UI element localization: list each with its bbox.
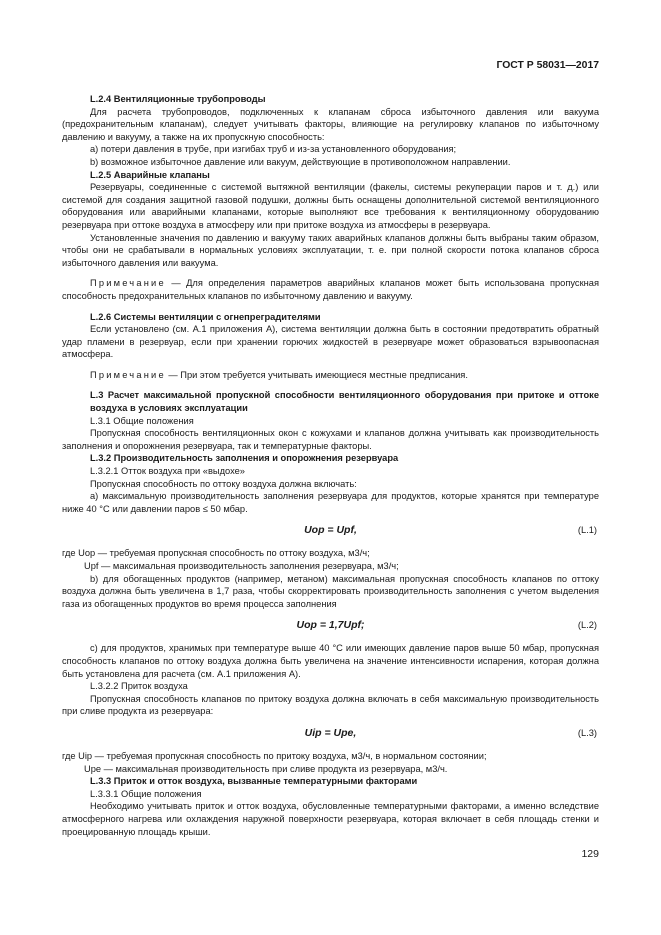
section-heading: L.3 Расчет максимальной пропускной способности вентиляционного оборудования при притоке и оттоке воздуха в условиях эксплуатации [90, 390, 599, 414]
paragraph: Для расчета трубопроводов, подключенных к клапанам сброса избыточного давления или вакуума (предохранительным клапанам), следует учитывать факторы, влияющие на регулировку клапанов по избыточному давлению и вакууму, а также на их пропускную способность: [62, 106, 599, 142]
paragraph: L.3.2.2 Приток воздуха [90, 681, 188, 692]
note-text: — При этом требуется учитывать имеющиеся местные предписания. [165, 369, 468, 380]
paragraph: b) для обогащенных продуктов (например, метаном) максимальная пропускная способность клапанов по оттоку воздуха должна быть увеличена в 1,7 раза, чтобы скорректировать производительность заполнения с учетом выделения газа из обогащенных продуктов во время процесса заполнения [62, 573, 599, 609]
section-heading: L.2.6 Системы вентиляции с огнепреградителями [90, 311, 321, 322]
formula-expression: Uop = Upf, [304, 524, 357, 537]
page-number: 129 [581, 848, 599, 860]
paragraph: Установленные значения по давлению и вакууму таких аварийных клапанов должны быть выбраны таким образом, чтобы они не срабатывали в нормальных условиях эксплуатации, т. е. при полной скорости потока клапанов сброса избыточного давления или вакуума. [62, 232, 599, 268]
paragraph: Резервуары, соединенные с системой вытяжной вентиляции (факелы, системы рекуперации паров и т. д.) или системой для создания защитной газовой подушки, должны быть оснащены дополнительной системой вентиляционного оборудования или аварийными клапанами, которые выполняют все требования к вентиляционному оборудованию резервуара при оттоке воздуха в атмосферу или при притоке воздуха из атмосферы в резервуара. [62, 182, 599, 230]
formula-legend: Upe — максимальная производительность при сливе продукта из резервуара, м3/ч. [84, 763, 448, 774]
page-content [62, 93, 599, 838]
paragraph: L.3.3.1 Общие положения [90, 788, 202, 799]
paragraph: b) возможное избыточное давление или вакуум, действующие в противоположном направлении. [90, 156, 511, 167]
note-label: Примечание [90, 369, 166, 380]
note-label: Примечание [90, 278, 166, 289]
formula-number: (L.3) [577, 727, 597, 738]
formula-legend: где Uip — требуемая пропускная способность по притоку воздуха, м3/ч, в нормальном состоянии; [62, 750, 487, 761]
page-header: ГОСТ Р 58031—2017 [496, 60, 599, 71]
formula-expression: Uop = 1,7Upf; [296, 619, 365, 632]
formula [62, 722, 599, 746]
section-heading: L.2.4 Вентиляционные трубопроводы [90, 94, 266, 104]
paragraph: a) максимальную производительность заполнения резервуара для продуктов, которые хранятся при температуре ниже 40 °С или давлении паров ≤ 50 мбар. [62, 491, 599, 514]
formula-legend: Upf — максимальная производительность заполнения резервуара, м3/ч; [84, 561, 399, 571]
paragraph: L.3.1 Общие положения [90, 415, 194, 426]
paragraph: Пропускная способность вентиляционных окон с кожухами и клапанов должна учитывать как производительность заполнения и опорожнения резервуара, так и температурные факторы. [62, 428, 599, 451]
note-text: — Для определения параметров аварийных клапанов может быть использована пропускная способность предохранительных клапанов по избыточному давлению и вакууму. [62, 278, 599, 301]
formula-legend: где Uop — требуемая пропускная способность по оттоку воздуха, м3/ч; [62, 548, 370, 559]
formula-expression: Uip = Upe, [304, 726, 357, 739]
formula-number: (L.2) [577, 620, 597, 631]
paragraph: Необходимо учитывать приток и отток воздуха, обусловленные температурными факторами, а именно вследствие атмосферного нагрева или охлаждения наружной поверхности резервуара, которая включает в себя площадь стенки и проецированную площадь крыши. [62, 801, 599, 837]
paragraph: Если установлено (см. А.1 приложения А), система вентиляции должна быть в состоянии предотвратить обратный удар пламени в резервуар, если при хранении горючих жидкостей в резервуаре может образоваться взрывоопасная атмосфера. [62, 324, 599, 360]
paragraph: L.3.2.1 Отток воздуха при «выдохе» [90, 466, 245, 477]
section-heading: L.2.5 Аварийные клапаны [90, 169, 210, 180]
paragraph: a) потери давления в трубе, при изгибах труб и из-за установленного оборудования; [90, 144, 457, 155]
formula [62, 519, 599, 543]
note-paragraph [62, 369, 599, 382]
formula [62, 614, 599, 638]
section-heading: L.3.3 Приток и отток воздуха, вызванные температурными факторами [90, 776, 418, 787]
formula-number: (L.1) [577, 525, 597, 536]
note-paragraph [62, 277, 599, 302]
paragraph: Пропускная способность по оттоку воздуха должна включать: [90, 478, 357, 489]
section-heading: L.3.2 Производительность заполнения и опорожнения резервуара [90, 453, 399, 464]
paragraph: с) для продуктов, хранимых при температуре выше 40 °С или имеющих давление паров выше 50 мбар, пропускная способность клапанов по оттоку воздуха должна быть увеличена на значение интенсивности испарения, которая должна быть установлена для расчета (см. А.1 приложения А). [62, 643, 599, 679]
paragraph: Пропускная способность клапанов по притоку воздуха должна включать в себя максимальную производительность при сливе продукта из резервуара: [62, 693, 599, 717]
